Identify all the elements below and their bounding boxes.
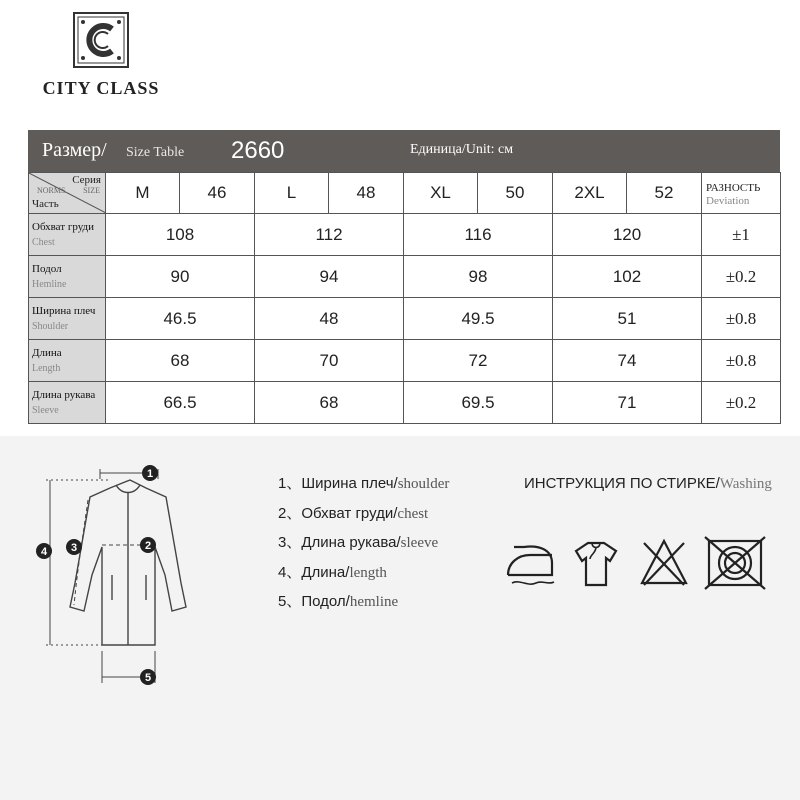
table-cell: 49.5 [404,298,553,340]
series-label: Серия [72,174,101,186]
row-label [29,298,106,340]
row-label-en: Hemline [32,279,67,290]
table-cell: 102 [553,256,702,298]
no-tumble-dry-icon [705,537,765,589]
table-cell: 74 [553,340,702,382]
table-cell: 98 [404,256,553,298]
deviation-label-en: Deviation [706,195,750,207]
size-table [28,130,780,424]
size-header-cell: 50 [478,173,553,214]
size-header-cell: 2XL [553,173,627,214]
norms-label: NORMS [37,186,66,195]
row-label-en: Shoulder [32,321,69,332]
size-header-cell: L [255,173,329,214]
row-label-ru: Длина рукава [32,389,96,401]
size-header-cell: M [106,173,180,214]
marker-5-label: 5 [144,672,152,684]
table-header-row [29,173,781,214]
table-row-sleeve [29,382,781,424]
deviation-header-cell [702,173,781,214]
marker-4-label: 4 [40,546,48,558]
table-cell: 94 [255,256,404,298]
row-label [29,382,106,424]
table-row-chest [29,214,781,256]
brand-logo [0,0,200,110]
size-header-cell: 48 [329,173,404,214]
table-cell: 48 [255,298,404,340]
row-label [29,340,106,382]
table-row-hemline [29,256,781,298]
washing-title-ru: ИНСТРУКЦИЯ ПО СТИРКЕ/ [524,475,720,492]
no-bleach-icon [642,541,686,585]
hang-dry-icon [576,543,616,585]
table-cell: 120 [553,214,702,256]
table-row-shoulder [29,298,781,340]
marker-1-label: 1 [146,468,154,480]
marker-3-label: 3 [70,542,78,554]
table-cell: 51 [553,298,702,340]
table-cell: 70 [255,340,404,382]
washing-title [524,475,772,493]
table-cell: 46.5 [106,298,255,340]
legend-item: 3、Длина рукава/sleeve [278,534,439,551]
deviation-cell: ±0.2 [702,382,781,424]
row-label-ru: Подол [32,263,62,275]
row-label-en: Sleeve [32,405,59,416]
row-label-ru: Длина [32,347,62,359]
model-number: 2660 [231,137,285,164]
legend-item: 2、Обхват груди/chest [278,504,429,522]
unit-label: Единица/Unit: см [410,142,514,157]
washing-title-en: Washing [719,476,772,492]
table-cell: 68 [255,382,404,424]
size-grid [28,172,781,424]
washing-icons [500,535,780,595]
row-label [29,256,106,298]
deviation-cell: ±1 [702,214,781,256]
row-label-ru: Обхват груди [32,221,94,233]
brand-name: CITY CLASS [42,78,160,98]
deviation-cell: ±0.8 [702,298,781,340]
table-cell: 90 [106,256,255,298]
table-cell: 66.5 [106,382,255,424]
header-corner-cell [29,173,106,214]
table-cell: 69.5 [404,382,553,424]
deviation-cell: ±0.8 [702,340,781,382]
size-header-cell: XL [404,173,478,214]
jacket-collar [116,485,140,493]
row-label [29,214,106,256]
legend-item: 5、Подол/hemline [278,593,399,610]
size-header-cell: 46 [180,173,255,214]
table-cell: 116 [404,214,553,256]
size-label: SIZE [83,186,100,195]
logo-emblem-icon [73,12,129,68]
title-label-en: Size Table [126,145,185,160]
row-label-en: Length [32,363,61,374]
marker-2-label: 2 [144,540,152,552]
iron-icon [508,547,554,585]
legend-item: 4、Длина/length [278,563,387,581]
table-row-length [29,340,781,382]
table-cell: 71 [553,382,702,424]
legend-item: 1、Ширина плеч/shoulder [278,475,450,492]
row-label-en: Chest [32,237,55,248]
title-label-ru: Размер/ [42,139,107,161]
part-label: Часть [32,198,59,210]
table-cell: 68 [106,340,255,382]
table-title-bar [28,130,780,172]
deviation-label-ru: РАЗНОСТЬ [706,182,761,194]
table-cell: 108 [106,214,255,256]
row-label-ru: Ширина плеч [32,305,96,317]
deviation-cell: ±0.2 [702,256,781,298]
size-header-cell: 52 [627,173,702,214]
jacket-diagram [30,455,240,695]
measurement-legend [278,472,449,620]
table-cell: 72 [404,340,553,382]
table-cell: 112 [255,214,404,256]
